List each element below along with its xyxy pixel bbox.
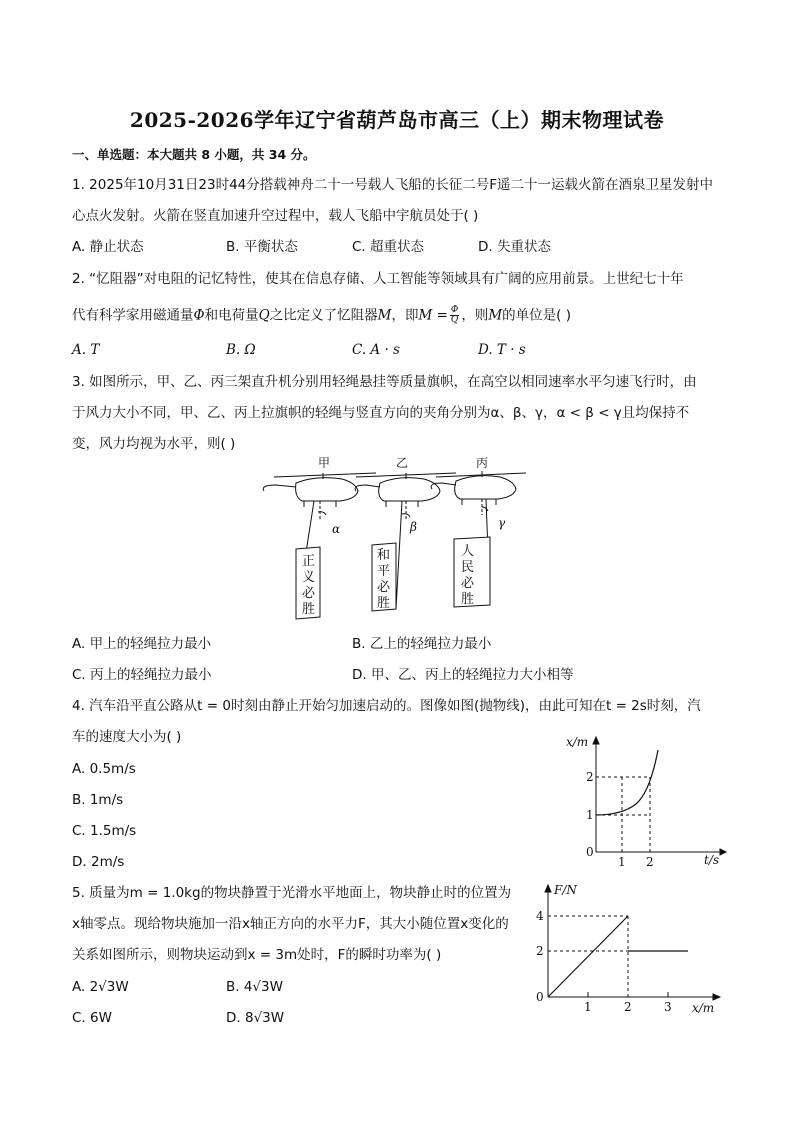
flag3-char4: 胜 — [461, 592, 475, 607]
q5-text-line1: 5. 质量为m = 1.0kg的物块静置于光滑水平地面上，物块静止时的位置为 — [72, 885, 512, 901]
q4-text-line1: 4. 汽车沿平直公路从t = 0时刻由静止开始匀加速启动的。图像如图(抛物线)，由此可知在t = 2s时刻，汽 — [72, 698, 701, 714]
q4-option-d: D. 2m/s — [72, 854, 125, 870]
section-heading: 一、单选题：本大题共 8 小题，共 34 分。 — [72, 147, 316, 162]
x-t-xtick-1: 1 — [618, 855, 626, 867]
f-x-ylabel: F/N — [554, 883, 577, 897]
label-jia: 甲 — [318, 456, 331, 470]
q2-option-c: C. A · s — [352, 342, 400, 358]
f-x-ytick-4: 4 — [536, 909, 544, 923]
flag1-char1: 正 — [302, 554, 316, 569]
angle-alpha: α — [332, 522, 341, 536]
q1-option-d: D. 失重状态 — [478, 239, 551, 255]
q4-option-b: B. 1m/s — [72, 792, 124, 808]
q2-text-line2: 代有科学家用磁通量Φ和电荷量Q之比定义了忆阻器M，即M = $\frac{\Phi}{Q}$ ，则M的单位是( ) — [72, 305, 571, 325]
angle-beta: β — [410, 520, 417, 534]
flag3-char2: 民 — [461, 560, 475, 575]
flag1-char3: 必 — [302, 586, 316, 601]
f-x-ytick-2: 2 — [536, 944, 544, 958]
f-x-xtick-1: 1 — [584, 1000, 592, 1014]
f-x-xtick-3: 3 — [664, 1000, 672, 1014]
f-x-origin: 0 — [536, 990, 544, 1004]
q3-text-line3: 变，风力均视为水平，则( ) — [72, 436, 236, 452]
x-t-graph — [560, 732, 730, 867]
q3-option-c: C. 丙上的轻绳拉力最小 — [72, 667, 212, 683]
q1-option-c: C. 超重状态 — [352, 239, 425, 255]
flag1-char4: 胜 — [302, 602, 316, 617]
helicopter-figure — [256, 455, 536, 625]
parabola-curve — [596, 750, 658, 815]
f-x-graph — [528, 880, 728, 1015]
x-t-xlabel: t/s — [704, 853, 720, 867]
q5-option-a: A. 2√3W — [72, 979, 129, 995]
q3-text-line1: 3. 如图所示，甲、乙、丙三架直升机分别用轻绳悬挂等质量旗帜，在高空以相同速率水平匀速飞行时，由 — [72, 374, 697, 390]
q4-option-c: C. 1.5m/s — [72, 823, 137, 839]
q4-text-line2: 车的速度大小为( ) — [72, 729, 182, 745]
x-t-ylabel: x/m — [566, 735, 589, 749]
q1-text-line1: 1. 2025年10月31日23时44分搭载神舟二十一号载人飞船的长征二号F遥二十一运载火箭在酒泉卫星发射中 — [72, 177, 714, 193]
q3-option-b: B. 乙上的轻绳拉力最小 — [352, 636, 492, 652]
q5-text-line2: x轴零点。现给物块施加一沿x轴正方向的水平力F，其大小随位置x变化的 — [72, 916, 509, 932]
q1-option-b: B. 平衡状态 — [226, 239, 298, 255]
x-t-xtick-2: 2 — [646, 855, 654, 867]
q2-fraction: $\frac{\Phi}{Q}$ — [450, 305, 459, 325]
q2-option-d: D. T · s — [478, 342, 526, 358]
f-x-ramp — [548, 916, 628, 997]
q5-option-c: C. 6W — [72, 1010, 112, 1026]
flag3-char1: 人 — [461, 544, 475, 559]
q3-text-line2: 于风力大小不同，甲、乙、丙上拉旗帜的轻绳与竖直方向的夹角分别为α、β、γ，α < β < γ且均保持不 — [72, 405, 690, 421]
label-bing: 丙 — [476, 456, 489, 470]
x-t-ytick-2: 2 — [586, 770, 594, 784]
helicopter-jia — [263, 473, 376, 619]
q1-text-line2: 心点火发射。火箭在竖直加速升空过程中，载人飞船中宇航员处于( ) — [72, 208, 479, 224]
x-t-origin: 0 — [586, 845, 594, 859]
q2-text-line1: 2. “忆阻器”对电阻的记忆特性，使其在信息存储、人工智能等领域具有广阔的应用前景。上世纪七十年 — [72, 271, 684, 287]
q2-option-a: A. T — [72, 342, 100, 358]
flag3-char3: 必 — [461, 576, 475, 591]
q5-option-d: D. 8√3W — [226, 1010, 285, 1026]
helicopter-yi — [355, 473, 456, 611]
x-t-ytick-1: 1 — [586, 808, 594, 822]
flag2-char4: 胜 — [377, 596, 391, 611]
q5-option-b: B. 4√3W — [226, 979, 283, 995]
f-x-xtick-2: 2 — [624, 1000, 632, 1014]
flag1-char2: 义 — [302, 570, 316, 585]
f-x-xlabel: x/m — [692, 1001, 715, 1015]
flag2-char2: 平 — [377, 564, 391, 579]
helicopter-bing — [431, 471, 526, 607]
q1-option-a: A. 静止状态 — [72, 239, 144, 255]
q2-option-b: B. Ω — [226, 342, 256, 358]
label-yi: 乙 — [396, 456, 409, 470]
q4-option-a: A. 0.5m/s — [72, 761, 136, 777]
flag2-char1: 和 — [377, 548, 391, 563]
q3-option-d: D. 甲、乙、丙上的轻绳拉力大小相等 — [352, 667, 574, 683]
flag2-char3: 必 — [377, 580, 391, 595]
angle-gamma: γ — [498, 516, 506, 530]
exam-title: 2025-2026学年辽宁省葫芦岛市高三（上）期末物理试卷 — [129, 108, 665, 132]
q3-option-a: A. 甲上的轻绳拉力最小 — [72, 636, 212, 652]
q5-text-line3: 关系如图所示，则物块运动到x = 3m处时，F的瞬时功率为( ) — [72, 947, 442, 963]
